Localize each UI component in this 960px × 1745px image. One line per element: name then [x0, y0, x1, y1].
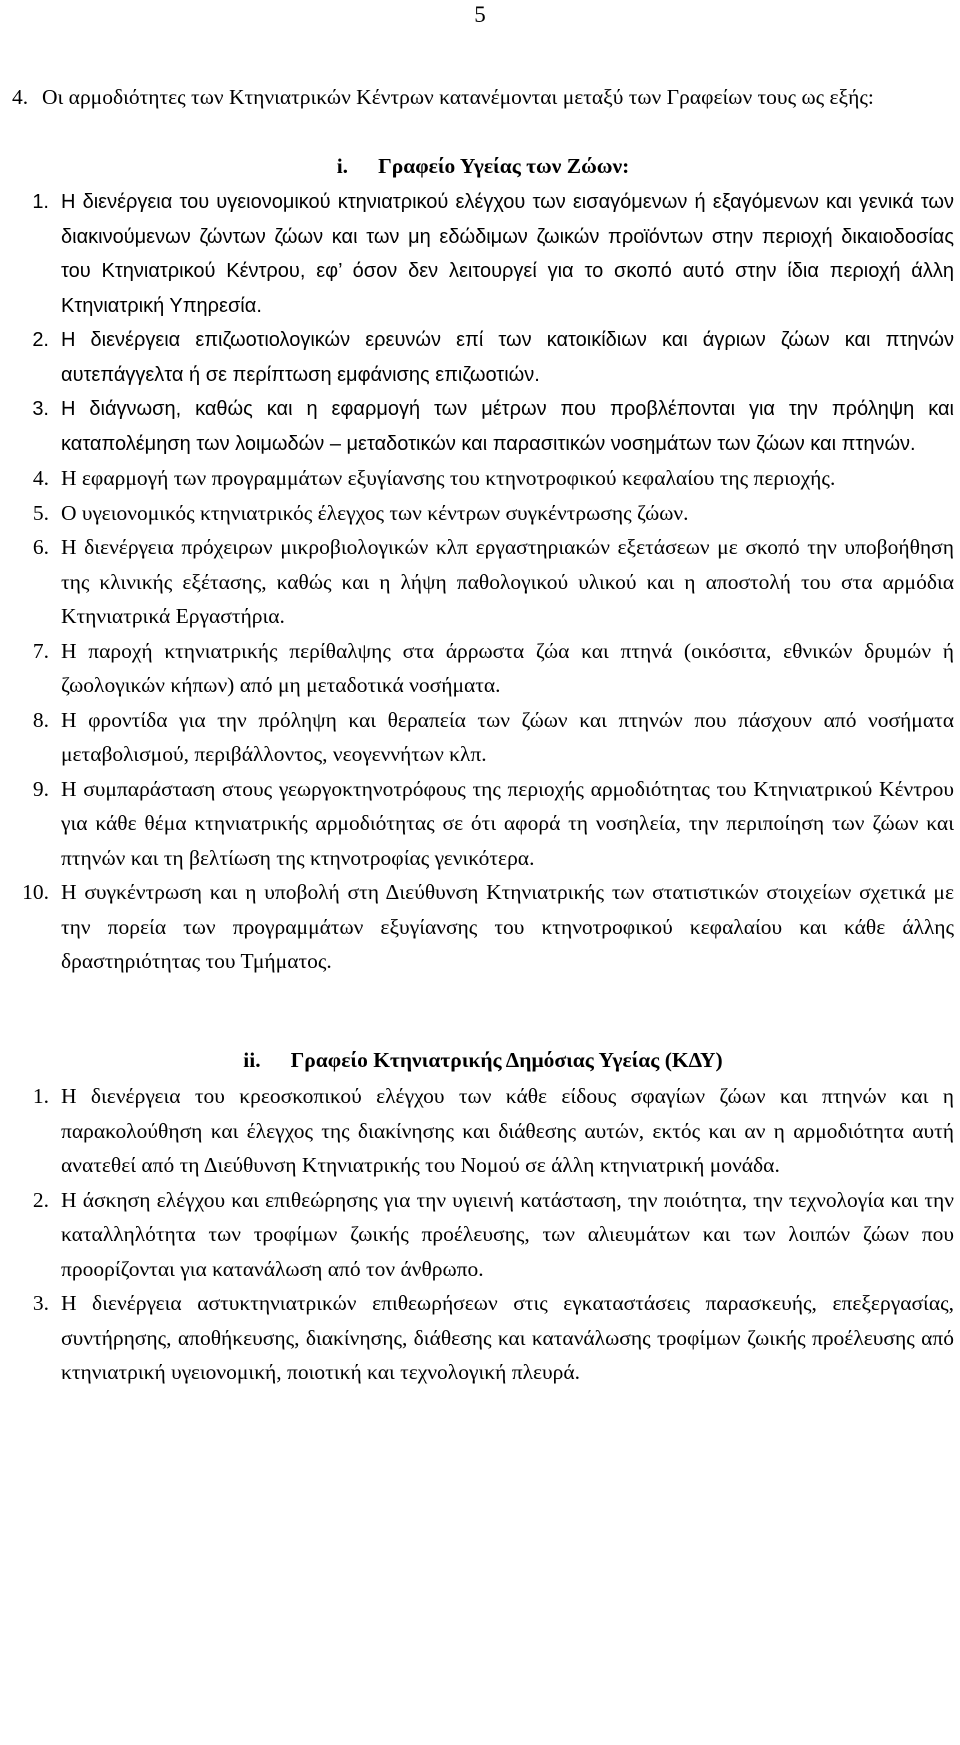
section-ii-title: Γραφείο Κτηνιατρικής Δημόσιας Υγείας (ΚΔΥ) — [290, 1047, 723, 1072]
item-number: 2. — [32, 329, 49, 351]
item-text: Η εφαρμογή των προγραμμάτων εξυγίανσης του κτηνοτροφικού κεφαλαίου της περιοχής. — [61, 466, 836, 490]
item-text: Ο υγειονομικός κτηνιατρικός έλεγχος των κέντρων συγκέντρωσης ζώων. — [61, 500, 689, 525]
list-item — [12, 185, 954, 323]
item-number: 5. — [32, 500, 49, 525]
list-item — [12, 1079, 954, 1183]
list-item — [12, 1183, 954, 1287]
list-item — [12, 772, 954, 876]
item-number: 1. — [32, 1084, 49, 1108]
item-text: Η διενέργεια αστυκτηνιατρικών επιθεωρήσεων στις εγκαταστάσεις παρασκευής, επεξεργασίας, συντήρησης, αποθήκευσης, διακίνησης, διάθεσης και κατανάλωσης τροφίμων ζωικής προέλευσης από κτηνιατρική υγειονομική, ποιοτική και τεχνολογική πλευρά. — [61, 1291, 954, 1384]
section-i-heading — [12, 149, 954, 184]
list-item — [12, 392, 954, 461]
list-item — [12, 323, 954, 392]
item-text: Η συμπαράσταση στους γεωργοκτηνοτρόφους της περιοχής αρμοδιότητας του Κτηνιατρικού Κέντρου για κάθε θέμα κτηνιατρικής αρμοδιότητας σε ότι αφορά τη νοσηλεία, την περιποίηση των ζώων και πτηνών και τη βελτίωση της κτηνοτροφίας γενικότερα. — [61, 776, 954, 870]
item-number: 2. — [32, 1187, 49, 1212]
intro-paragraph — [12, 80, 954, 115]
item-text: Η διενέργεια πρόχειρων μικροβιολογικών κλπ εργαστηριακών εξετάσεων με σκοπό την υποβοήθηση της κλινικής εξέτασης, καθώς και η λήψη παθολογικού υλικού και η αποστολή του στα αρμόδια Κτηνιατρικά Εργαστήρια. — [61, 535, 954, 628]
list-item — [12, 703, 954, 772]
section-i-list — [12, 185, 954, 461]
document-body — [12, 80, 954, 1390]
item-text: Η φροντίδα για την πρόληψη και θεραπεία των ζώων και πτηνών που πάσχουν από νοσήματα μεταβολισμού, περιβάλλοντος, νεογεννήτων κλπ. — [61, 707, 954, 766]
section-ii-roman: ii. — [243, 1047, 261, 1072]
item-number: 9. — [32, 776, 49, 801]
section-i-roman: i. — [336, 153, 349, 178]
item-number: 1. — [32, 191, 49, 213]
item-text: Η συγκέντρωση και η υποβολή στη Διεύθυνση Κτηνιατρικής των στατιστικών στοιχείων σχετικά με την πορεία των προγραμμάτων εξυγίανσης του κτηνοτροφικού κεφαλαίου και κάθε άλλης δραστηριότητας του Τμήματος. — [61, 880, 954, 973]
item-text: Η άσκηση ελέγχου και επιθεώρησης για την υγιεινή κατάσταση, την ποιότητα, την τεχνολογία και την καταλληλότητα των τροφίμων ζωικής προέλευσης, των αλιευμάτων και των λοιπών ζώων που προορίζονται για κατανάλωση από τον άνθρωπο. — [61, 1187, 954, 1281]
list-item — [12, 530, 954, 634]
page-number: 5 — [474, 2, 486, 27]
list-item — [12, 875, 954, 979]
list-item — [12, 634, 954, 703]
item-number: 4. — [32, 466, 49, 490]
list-item — [12, 461, 954, 496]
item-number: 7. — [32, 638, 49, 663]
item-text: Η διενέργεια του υγειονομικού κτηνιατρικού ελέγχου των εισαγόμενων ή εξαγόμενων και γενικά των διακινούμενων ζώντων ζώων και των μη εδώδιμων ζωικών προϊόντων στην περιοχή δικαιοδοσίας του Κτηνιατρικού Κέντρου, εφ’ όσον δεν λειτουργεί για το σκοπό αυτό στην ίδια περιοχή άλλη Κτηνιατρική Υπηρεσία. — [61, 191, 954, 317]
item-text: Η παροχή κτηνιατρικής περίθαλψης στα άρρωστα ζώα και πτηνά (οικόσιτα, εθνικών δρυμών ή ζωολογικών κήπων) από μη μεταδοτικά νοσήματα. — [61, 638, 954, 697]
item-text: Η διενέργεια επιζωοτιολογικών ερευνών επί των κατοικίδιων και άγριων ζώων και πτηνών αυτεπάγγελτα ή σε περίπτωση εμφάνισης επιζωοτιών. — [61, 329, 954, 386]
intro-number: 4. — [12, 85, 29, 109]
intro-text: Οι αρμοδιότητες των Κτηνιατρικών Κέντρων κατανέμονται μεταξύ των Γραφείων τους ως εξής: — [42, 85, 874, 109]
item-number: 8. — [32, 707, 49, 732]
list-item — [12, 1286, 954, 1390]
item-number: 3. — [32, 1291, 49, 1315]
item-number: 3. — [32, 398, 49, 420]
item-text: Η διάγνωση, καθώς και η εφαρμογή των μέτρων που προβλέπονται για την πρόληψη και καταπολέμηση των λοιμωδών – μεταδοτικών και παρασιτικών νοσημάτων των ζώων και πτηνών. — [61, 398, 954, 455]
list-item — [12, 496, 954, 531]
item-number: 6. — [32, 535, 49, 559]
section-ii-list — [12, 1079, 954, 1390]
item-number: 10. — [22, 880, 49, 904]
item-text: Η διενέργεια του κρεοσκοπικού ελέγχου των κάθε είδους σφαγίων ζώων και πτηνών και η παρακολούθηση και έλεγχος της διακίνησης και διάθεσης αυτών, εκτός και αν η αρμοδιότητα αυτή ανατεθεί από τη Διεύθυνση Κτηνιατρικής του Νομού σε άλλη κτηνιατρική μονάδα. — [61, 1084, 954, 1177]
section-spacer — [12, 979, 954, 1043]
section-i-list-continued — [12, 461, 954, 979]
section-i-title: Γραφείο Υγείας των Ζώων: — [378, 153, 630, 178]
section-ii-heading — [12, 1043, 954, 1078]
